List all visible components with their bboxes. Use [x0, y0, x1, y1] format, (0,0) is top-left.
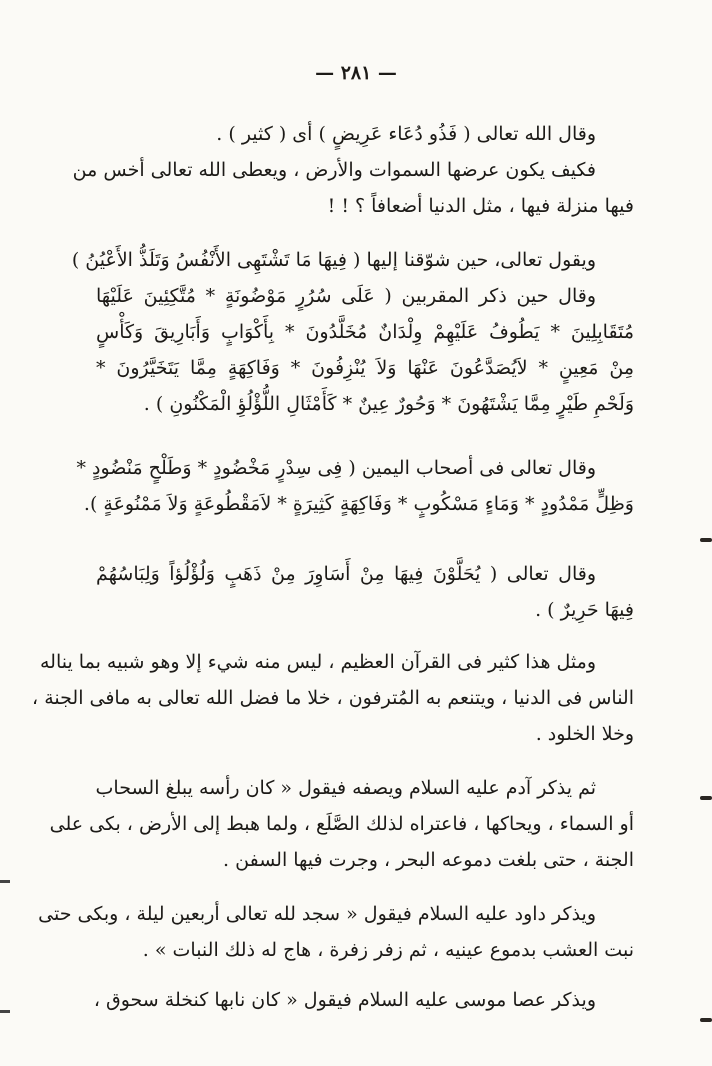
text-line: وقال حين ذكر المقربين ( عَلَى سُرُرٍ مَوْضُونَةٍ * مُتَّكِئِينَ عَلَيْهَا	[96, 285, 596, 307]
paragraph-2	[72, 152, 634, 224]
text-line: وَظِلٍّ مَمْدُودٍ * وَمَاءٍ مَسْكُوبٍ * وَفَاكِهَةٍ كَثِيرَةٍ * لاَمَقْطُوعَةٍ وَلاَ مَمْنُوعَةٍ ).	[83, 493, 634, 515]
text-line: فيها منزلة فيها ، مثل الدنيا أضعافاً ؟ ! !	[327, 195, 634, 217]
text-line: وخلا الخلود .	[535, 723, 634, 745]
margin-tick	[0, 880, 10, 883]
text-line: وَلَحْمِ طَيْرٍ مِمَّا يَشْتَهُونَ * وَحُورٌ عِينٌ * كَأَمْثَالِ اللُّؤْلُؤِ الْمَكْنُونِ ) .	[143, 393, 634, 415]
text-line: الجنة ، حتى بلغت دموعه البحر ، وجرت فيها السفن .	[223, 849, 634, 871]
text-line: وقال الله تعالى ( فَذُو دُعَاء عَرِيضٍ ) أى ( كثير ) .	[216, 123, 596, 145]
margin-tick	[0, 1010, 10, 1013]
page-edge-mark	[700, 538, 712, 542]
page-edge-mark	[700, 1018, 712, 1022]
text-line: الناس فى الدنيا ، ويتنعم به المُترفون ، خلا ما فضل الله تعالى به مافى الجنة ،	[32, 687, 634, 709]
text-line: ويذكر داود عليه السلام فيقول « سجد لله تعالى أربعين ليلة ، وبكى حتى	[38, 903, 596, 925]
paragraph-1	[96, 116, 634, 152]
text-line: ثم يذكر آدم عليه السلام ويصفه فيقول « كان رأسه يبلغ السحاب	[95, 777, 596, 799]
text-line: نبت العشب بدموع عينيه ، ثم زفر زفرة ، هاج له ذلك النبات » .	[142, 939, 634, 961]
paragraph-9	[93, 982, 634, 1018]
paragraph-7	[49, 770, 634, 878]
text-line: ومثل هذا كثير فى القرآن العظيم ، ليس منه شيء إلا وهو شبيه بما يناله	[39, 651, 596, 673]
text-line: وقال تعالى فى أصحاب اليمين ( فِى سِدْرٍ مَخْضُودٍ * وَطَلْحٍ مَنْضُودٍ *	[76, 457, 596, 479]
paragraph-6	[32, 644, 634, 752]
text-line: فكيف يكون عرضها السموات والأرض ، ويعطى الله تعالى أخس من	[72, 159, 596, 181]
text-line: مُتَقَابِلِينَ * يَطُوفُ عَلَيْهِمْ وِلْدَانٌ مُخَلَّدُونَ * بِأَكْوَابٍ وَأَبَارِيقَ وَكَأْسٍ	[96, 321, 634, 343]
text-line: أو السماء ، ويحاكها ، فاعتراه لذلك الصَّلَع ، ولما هبط إلى الأرض ، بكى على	[49, 813, 634, 835]
paragraph-8	[38, 896, 634, 968]
text-line: فِيهَا حَرِيرٌ ) .	[535, 599, 634, 621]
paragraph-5	[96, 556, 634, 628]
paragraph-3	[71, 242, 634, 422]
text-line: ويقول تعالى، حين شوّقنا إليها ( فِيهَا مَا تَشْتَهِى الأَنْفُسُ وَتَلَذُّ الأَعْيُنُ )	[71, 249, 596, 271]
paragraph-4	[76, 450, 634, 522]
page-number-header: — ٢٨١ —	[315, 62, 397, 84]
page-edge-mark	[700, 796, 712, 800]
text-line: ويذكر عصا موسى عليه السلام فيقول « كان نابها كنخلة سحوق ،	[93, 989, 596, 1011]
text-line: مِنْ مَعِينٍ * لاَيُصَدَّعُونَ عَنْهَا وَلاَ يُنْزِفُونَ * وَفَاكِهَةٍ مِمَّا يَتَخَيَّرُونَ *	[96, 357, 634, 379]
text-line: وقال تعالى ( يُحَلَّوْنَ فِيهَا مِنْ أَسَاوِرَ مِنْ ذَهَبٍ وَلُؤْلُؤاً وَلِبَاسُهُمْ	[96, 563, 596, 585]
